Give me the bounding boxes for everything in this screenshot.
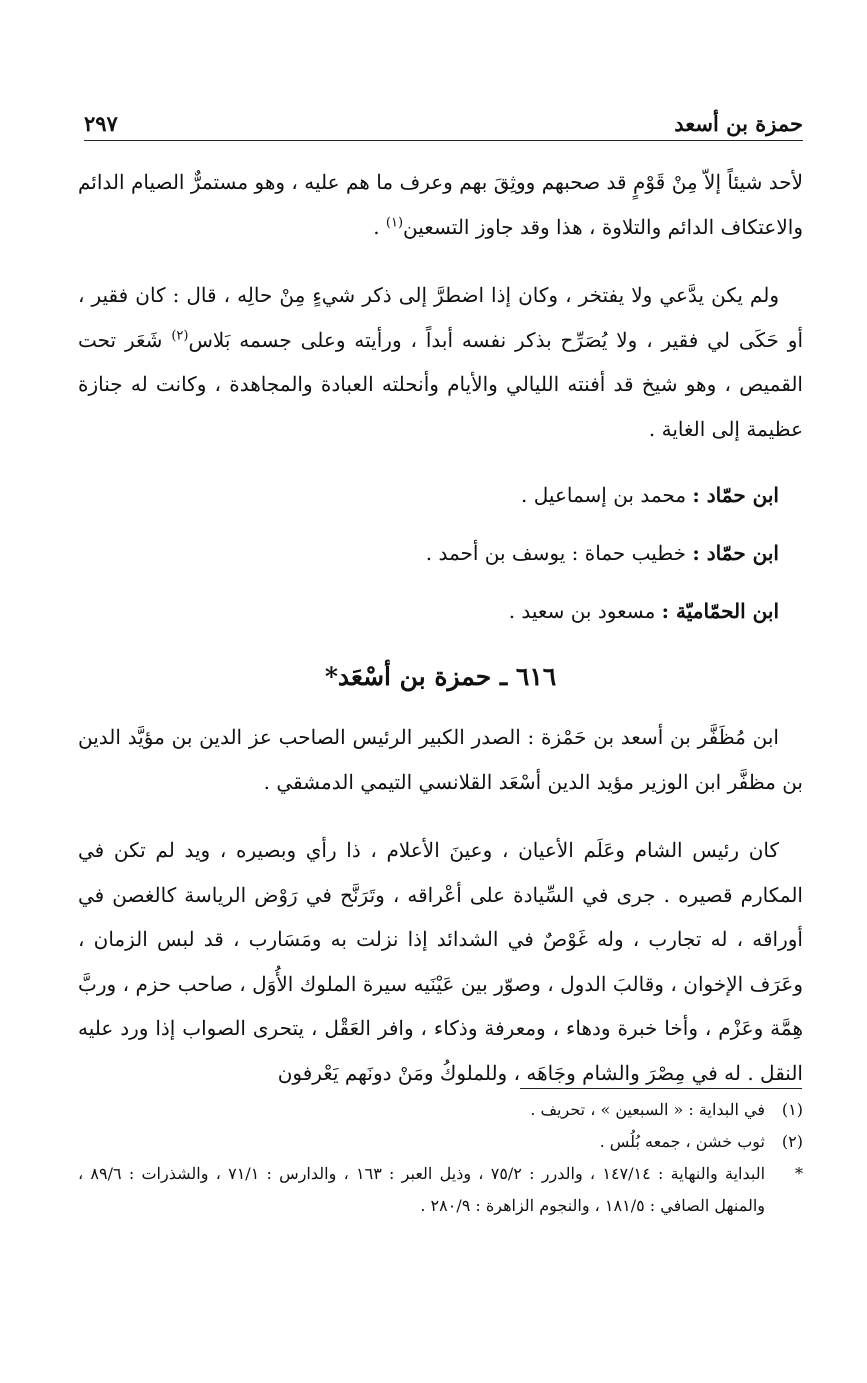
entry-text: خطيب حماة : يوسف بن أحمد . — [425, 541, 693, 565]
footnote-text: ثوب خشن ، جمعه بُلُس . — [599, 1132, 765, 1151]
footnote — [78, 1158, 803, 1222]
footnote-mark: (٢) — [781, 1132, 803, 1151]
paragraph-continuation — [78, 160, 803, 249]
cross-reference-entry — [78, 589, 803, 633]
footnote-mark: * — [795, 1164, 803, 1183]
footnote-text: في البداية : « السبعين » ، تحريف . — [530, 1100, 765, 1119]
footnote-text: البداية والنهاية : ١٤٧/١٤ ، والدرر : ٧٥/٢ ، وذيل العبر : ١٦٣ ، والدارس : ٧١/١ ، والشذرات : ٨٩/٦ ، والمنهل الصافي : ١٨١/٥ ، والنجوم الزاهرة : ٢٨٠/٩ . — [78, 1164, 766, 1215]
entry-term: ابن الحمّاميّة : — [661, 599, 779, 623]
main-text — [78, 160, 803, 1095]
paragraph-description — [78, 273, 803, 451]
cross-reference-list — [78, 473, 803, 633]
cross-reference-entry — [78, 531, 803, 575]
running-title: حمزة بن أسعد — [674, 111, 803, 136]
entry-text: مسعود بن سعيد . — [508, 599, 662, 623]
biography-heading: ٦١٦ ـ حمزة بن أسْعَد* — [324, 662, 557, 691]
paragraph-text: شَعَر تحت القميص ، وهو شيخ قد أفنته الليالي والأيام وأنحلته العبادة والمجاهدة ، وكانت له جنازة عظيمة إلى الغاية . — [78, 327, 803, 441]
footnote — [78, 1094, 803, 1126]
footnote-mark: (١) — [781, 1100, 803, 1119]
biography-description: كان رئيس الشام وعَلَم الأعيان ، وعينَ الأعلام ، ذا رأي وبصيره ، ويد لم تكن في المكارم قصيره . جرى في السِّيادة على أعْراقه ، وتَرَنَّح في رَوْض الرياسة كالغصن في أوراقه ، له تجارب ، وله غَوْصٌ في الشدائد إذا نزلت به ومَسَارب ، قد لبس الزمان ، وعَرَف الإخوان ، وقالبَ الدول ، وصوّر بين عَيْنَيه سيرة الملوك الأُوَل ، صاحب حزم ، وربَّ هِمَّة وعَزْم ، وأخا خبرة ودهاء ، ومعرفة وذكاء ، وافر العَقْل ، يتحرى الصواب إذا ورد عليه النقل . له في مِصْرَ والشام وجَاهَه ، وللملوكُ ومَنْ دونَهم يَعْرفون — [78, 838, 803, 1085]
page-header — [84, 100, 803, 141]
biography-lineage: ابن مُظَفَّر بن أسعد بن حَمْزة : الصدر الكبير الرئيس الصاحب عز الدين بن مؤيَّد الدين بن مظفَّر ابن الوزير مؤيد الدين أسْعَد القلانسي التيمي الدمشقي . — [78, 725, 803, 794]
footnote-divider — [520, 1088, 802, 1089]
footnote — [78, 1126, 803, 1158]
paragraph-end: . — [373, 214, 386, 239]
entry-text: محمد بن إسماعيل . — [521, 483, 693, 507]
cross-reference-entry — [78, 473, 803, 517]
page-number: ٢٩٧ — [84, 111, 118, 136]
paragraph-text: لأحد شيئاً إلاّ مِنْ قَوْمٍ قد صحبهم ووثِقَ بهم وعرف ما هم عليه ، وهو مستمرٌّ الصيام الدائم والاعتكاف الدائم والتلاوة ، هذا وقد جاوز التسعين — [78, 170, 804, 239]
paragraph-text: ولم يكن يدَّعي ولا يفتخر ، وكان إذا اضطرَّ إلى ذكر شيءٍ مِنْ حالِه ، قال : كان فقير ، أو حَكَى لي فقير ، ولا يُصَرِّح بذكر نفسه أبداً ، ورأيته وعلى جسمه بَلاس — [78, 283, 803, 352]
footnote-reference-2: (٢) — [171, 327, 189, 343]
footnote-reference-1: (١) — [385, 214, 404, 230]
footnotes — [78, 1094, 803, 1222]
entry-term: ابن حمّاد : — [692, 541, 779, 565]
entry-term: ابن حمّاد : — [692, 483, 779, 507]
